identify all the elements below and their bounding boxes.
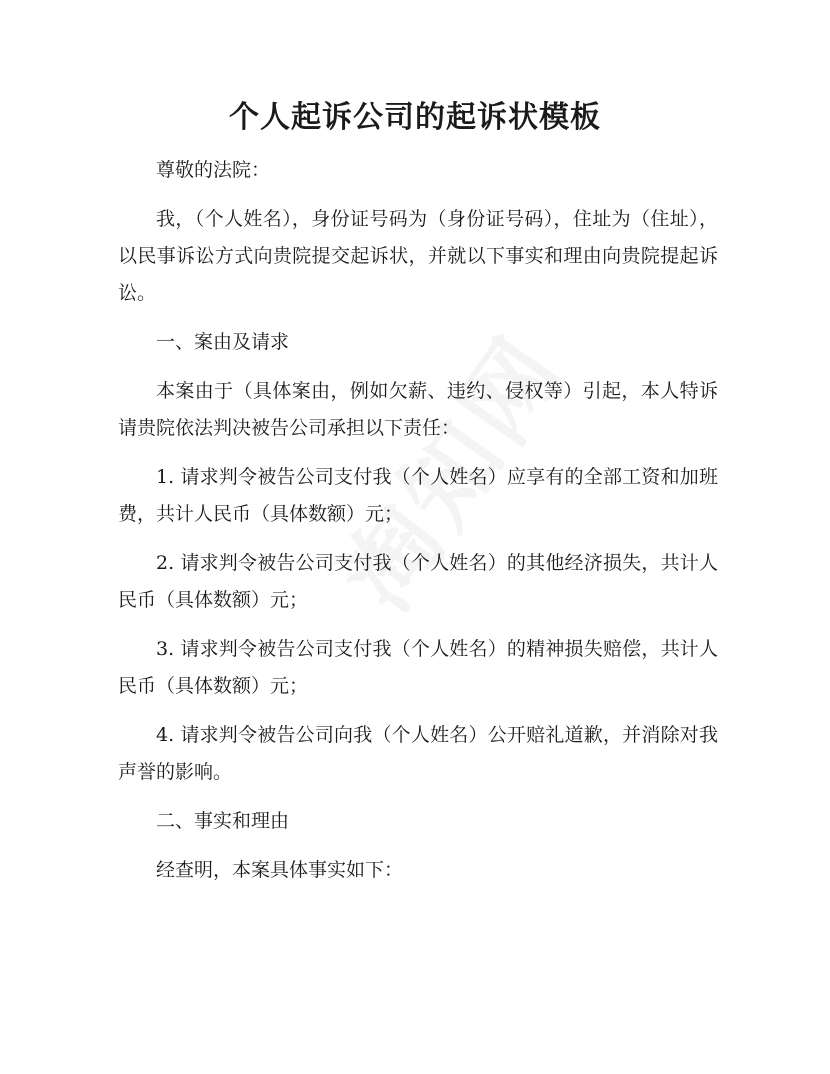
claim-item-2: 2. 请求判令被告公司支付我（个人姓名）的其他经济损失，共计人民币（具体数额）元； [118, 552, 718, 611]
facts-intro-paragraph: 经查明，本案具体事实如下： [156, 859, 404, 881]
intro-paragraph: 我，（个人姓名），身份证号码为（身份证号码），住址为（住址），以民事诉讼方式向贵院提交起诉状，并就以下事实和理由向贵院提起诉讼。 [118, 208, 718, 304]
section-heading-facts: 二、事实和理由 [156, 810, 290, 832]
claim-item-1: 1. 请求判令被告公司支付我（个人姓名）应享有的全部工资和加班费，共计人民币（具体数额）元； [118, 466, 718, 525]
document-title: 个人起诉公司的起诉状模板 [229, 100, 601, 135]
claim-item-3: 3. 请求判令被告公司支付我（个人姓名）的精神损失赔偿，共计人民币（具体数额）元； [118, 638, 718, 697]
claims-intro-paragraph: 本案由于（具体案由，例如欠薪、违约、侵权等）引起，本人特诉请贵院依法判决被告公司承担以下责任： [118, 380, 718, 439]
document-body [118, 152, 718, 901]
claim-item-4: 4. 请求判令被告公司向我（个人姓名）公开赔礼道歉，并消除对我声誉的影响。 [118, 724, 718, 783]
section-heading-claims: 一、案由及请求 [156, 331, 290, 353]
salutation: 尊敬的法院： [156, 159, 271, 181]
